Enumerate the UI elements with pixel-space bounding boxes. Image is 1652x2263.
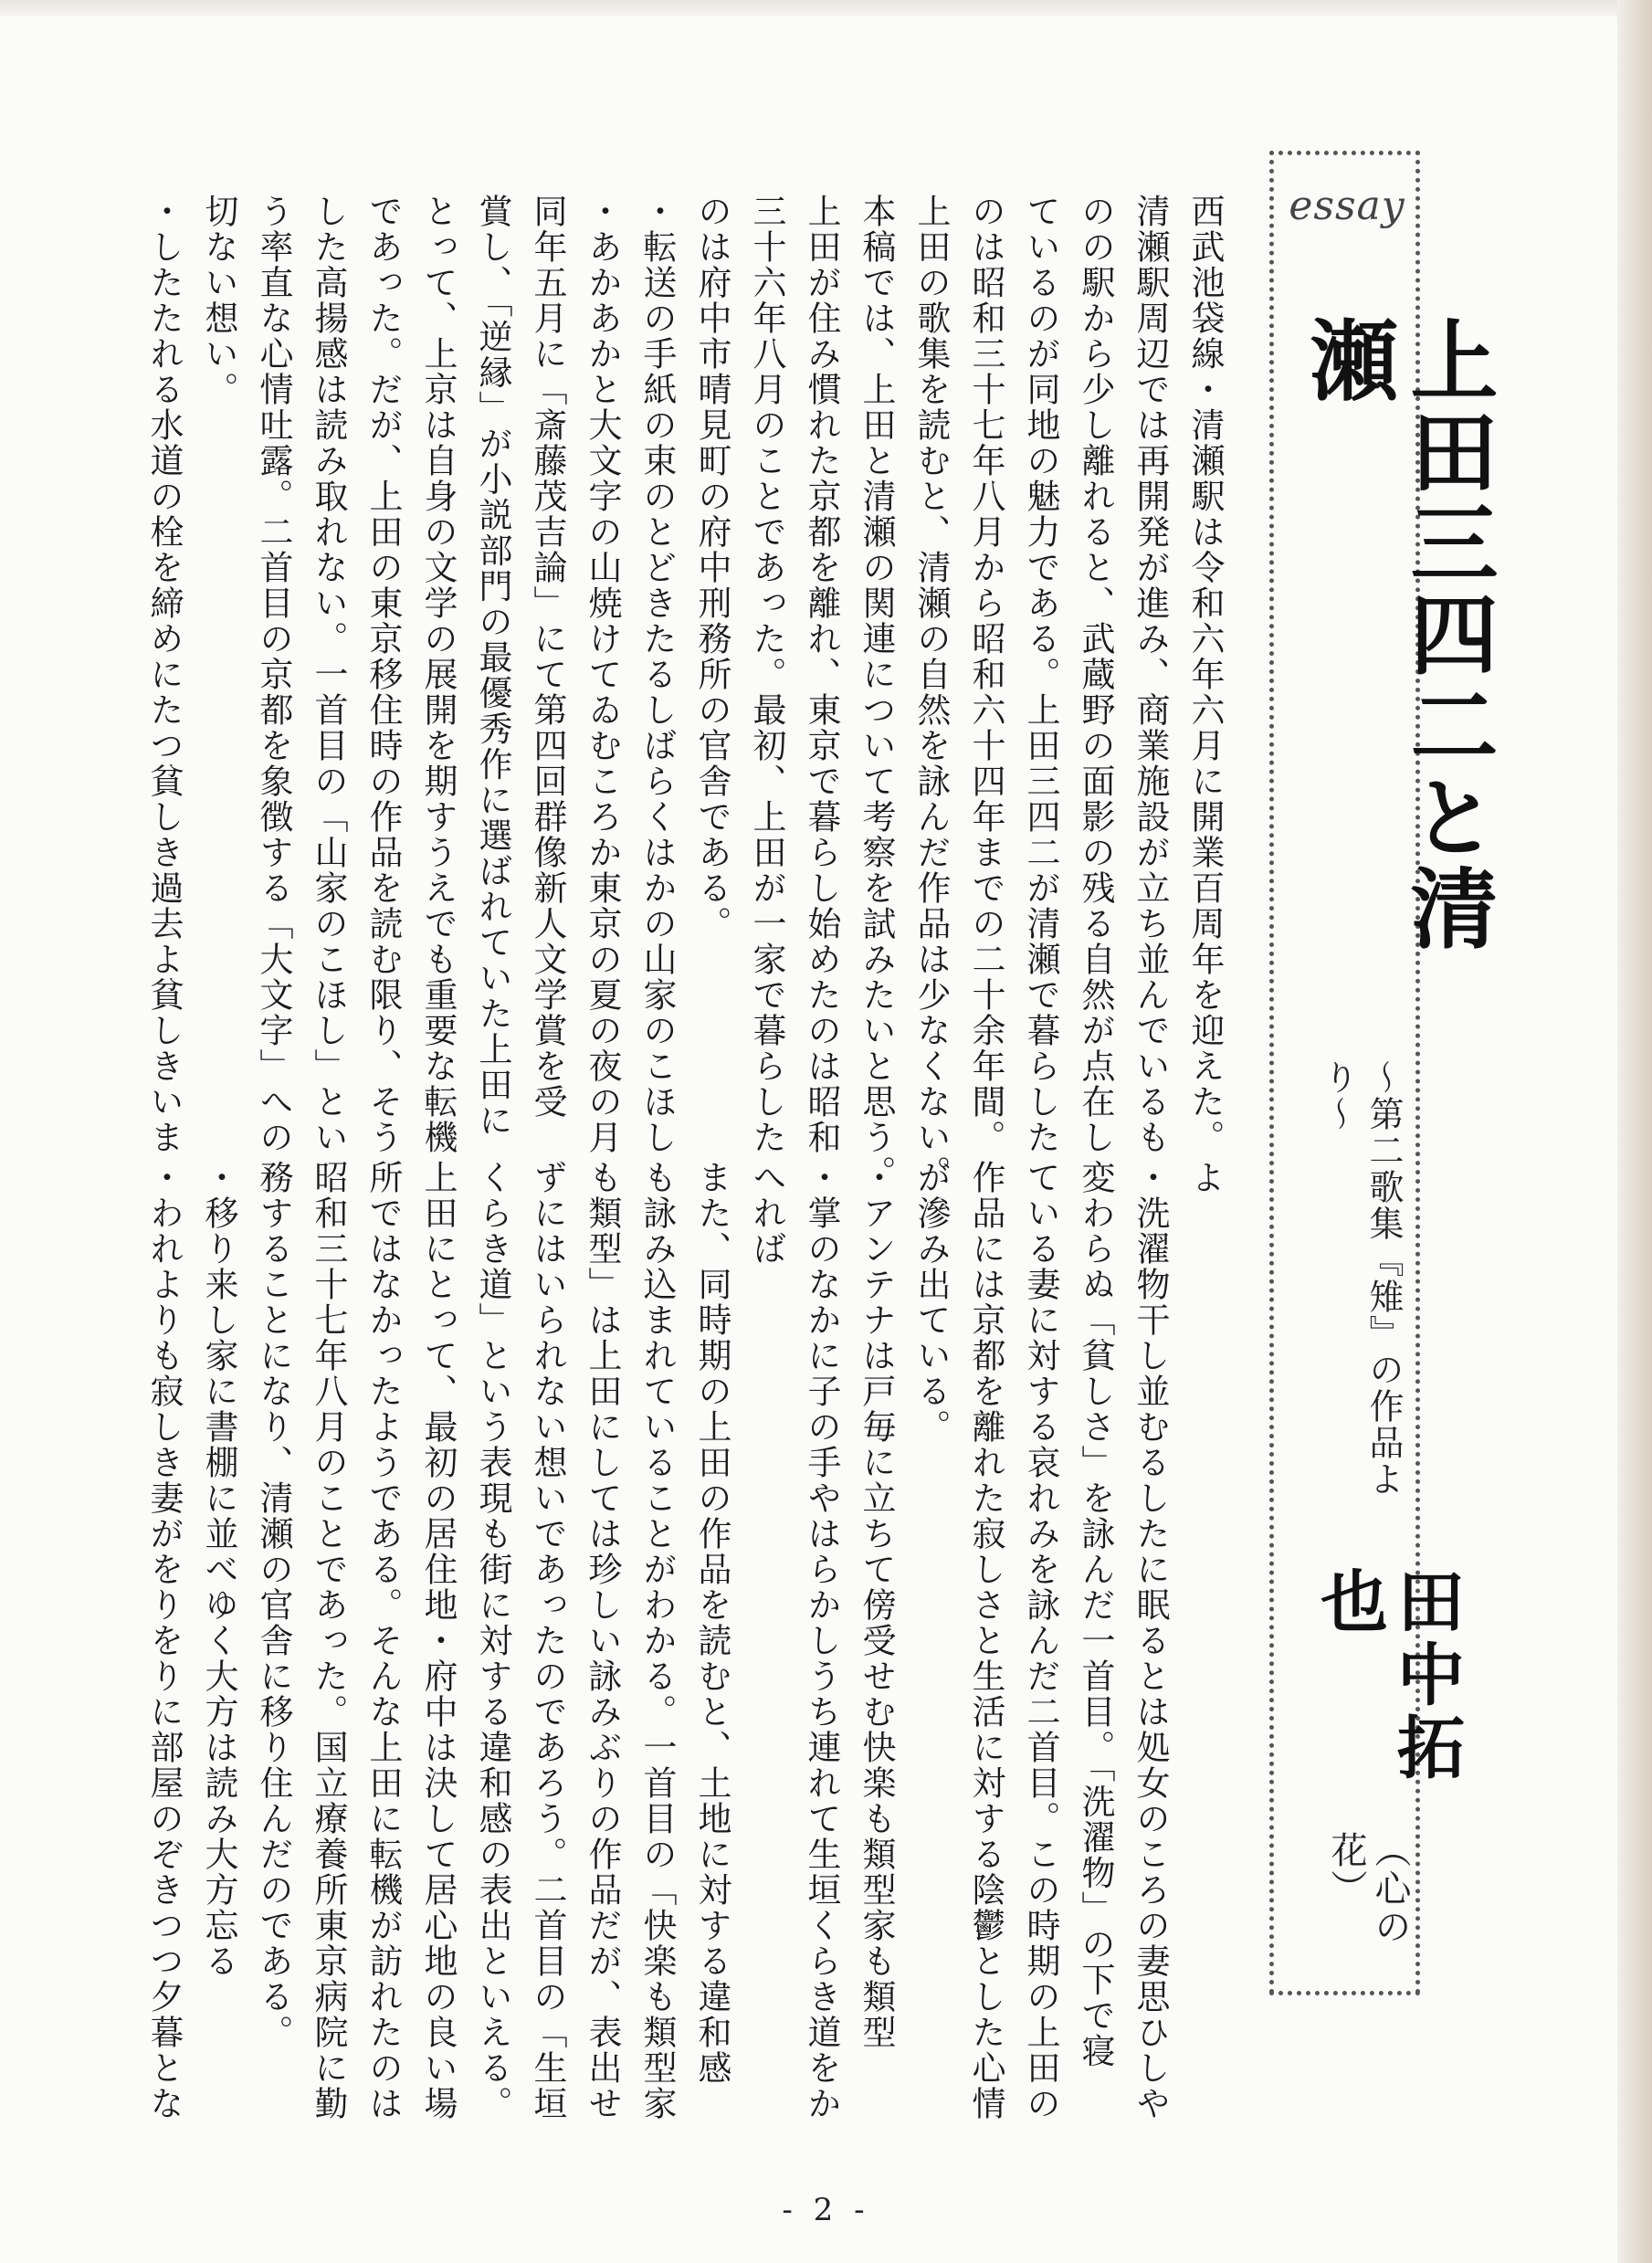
text-line: 所ではなかったようである。そんな上田に転機が訪れたのは (363, 1160, 403, 2121)
text-line: よ (1185, 1160, 1225, 1195)
tanka-line: ・われよりも寂しき妻がをりをりに部屋のぞきつつ夕暮とな (144, 1160, 184, 2121)
tanka-line: ・したたれる水道の栓を締めにたつ貧しき過去よ貧しきいま (144, 194, 184, 1155)
text-line: 上田にとって、最初の居住地・府中は決して居心地の良い場 (418, 1160, 458, 2121)
text-line: 切ない想い。 (199, 194, 238, 407)
text-line: 三十六年八月のことであった。最初、上田が一家で暮らした (747, 194, 786, 1155)
text-line: ているのが同地の魅力である。上田三四二が清瀬で暮らした (1021, 194, 1060, 1155)
text-line: 務することになり、清瀬の官舎に移り住んだのである。 (254, 1160, 293, 2050)
text-line: のは府中市晴見町の府中刑務所の官舎である。 (692, 194, 731, 942)
text-line: また、同時期の上田の作品を読むと、土地に対する違和感 (692, 1160, 731, 2086)
text-line: のは昭和三十七年八月から昭和六十四年までの二十余年間。 (966, 194, 1005, 1155)
text-line: 上田が住み慣れた京都を離れ、東京で暮らし始めたのは昭和 (802, 194, 841, 1155)
body-text-upper (136, 194, 1232, 1191)
text-line: ている妻に対する哀れみを詠んだ二首目。この時期の上田の (1021, 1160, 1060, 2121)
text-line: とって、上京は自身の文学の展開を期すうえでも重要な転機 (418, 194, 458, 1155)
text-line: ずにはいられない想いであったのであろう。二首目の「生垣 (528, 1160, 567, 2121)
tanka-line: ・転送の手紙の束のとどきたるしばらくはかの山家のこほし (637, 194, 677, 1155)
text-line: 西武池袋線・清瀬駅は令和六年六月に開業百周年を迎えた。 (1185, 194, 1225, 1155)
author-affiliation: （心の花） (1325, 1831, 1411, 1946)
tanka-line: ・あかあかと大文字の山焼けてゐむころか東京の夏の夜の月 (583, 194, 622, 1155)
text-line: が滲み出ている。 (911, 1160, 951, 1445)
author-name: 田中拓也 (1310, 1566, 1465, 1785)
tanka-line: ・移り来し家に書棚に並べゆく大方は読み大方忘る (199, 1160, 238, 1979)
text-line: 本稿では、上田と清瀬の関連について考察を試みたいと思う。 (857, 194, 896, 1191)
text-line: であった。だが、上田の東京移住時の作品を読む限り、そう (363, 194, 403, 1155)
page-title: 上田三四二と清瀬 (1296, 315, 1499, 954)
tanka-line: ・アンテナは戸毎に立ちて傍受せむ快楽も類型家も類型 (857, 1160, 896, 2050)
text-line: へれば (747, 1160, 786, 1267)
text-line: 賞し、「逆縁」が小説部門の最優秀作に選ばれていた上田に (473, 194, 512, 1139)
text-line: した高揚感は読み取れない。一首目の「山家のこほし」とい (309, 194, 348, 1155)
text-line: 昭和三十七年八月のことであった。国立療養所東京病院に勤 (309, 1160, 348, 2121)
text-line: も類型」は上田にしては珍しい詠みぶりの作品だが、表出せ (583, 1160, 622, 2121)
subtitle: 〜第二歌集『雉』の作品より〜 (1318, 1059, 1404, 1498)
scan-edge-right (1617, 0, 1652, 2263)
tanka-line: ・洗濯物干し並むるしたに眠るとは処女のころの妻思ひしや (1131, 1160, 1170, 2121)
text-line: 同年五月に「斎藤茂吉論」にて第四回群像新人文学賞を受 (528, 194, 567, 1120)
text-line: くらき道」という表現も街に対する違和感の表出といえる。 (473, 1160, 512, 2121)
text-line: 変わらぬ「貧しさ」を詠んだ一首目。「洗濯物」の下で寝 (1076, 1160, 1115, 2069)
text-line: 上田の歌集を読むと、清瀬の自然を詠んだ作品は少なくない。 (911, 194, 951, 1191)
page-number: - 2 - (782, 2192, 870, 2228)
text-line: のの駅から少し離れると、武蔵野の面影の残る自然が点在し (1076, 194, 1115, 1155)
essay-label: essay (1289, 183, 1405, 229)
text-line: 清瀬駅周辺では再開発が進み、商業施設が立ち並んでいるも (1131, 194, 1170, 1155)
text-line: う率直な心情吐露。二首目の京都を象徴する「大文字」への (254, 194, 293, 1155)
scan-edge-top (0, 0, 1652, 16)
text-line: も詠み込まれていることがわかる。一首目の「快楽も類型家 (637, 1160, 677, 2121)
tanka-line: ・掌のなかに子の手やはらかしうち連れて生垣くらき道をか (802, 1160, 841, 2121)
text-line: 作品には京都を離れた寂しさと生活に対する陰鬱とした心情 (966, 1160, 1005, 2121)
body-text-lower (136, 1160, 1232, 2121)
